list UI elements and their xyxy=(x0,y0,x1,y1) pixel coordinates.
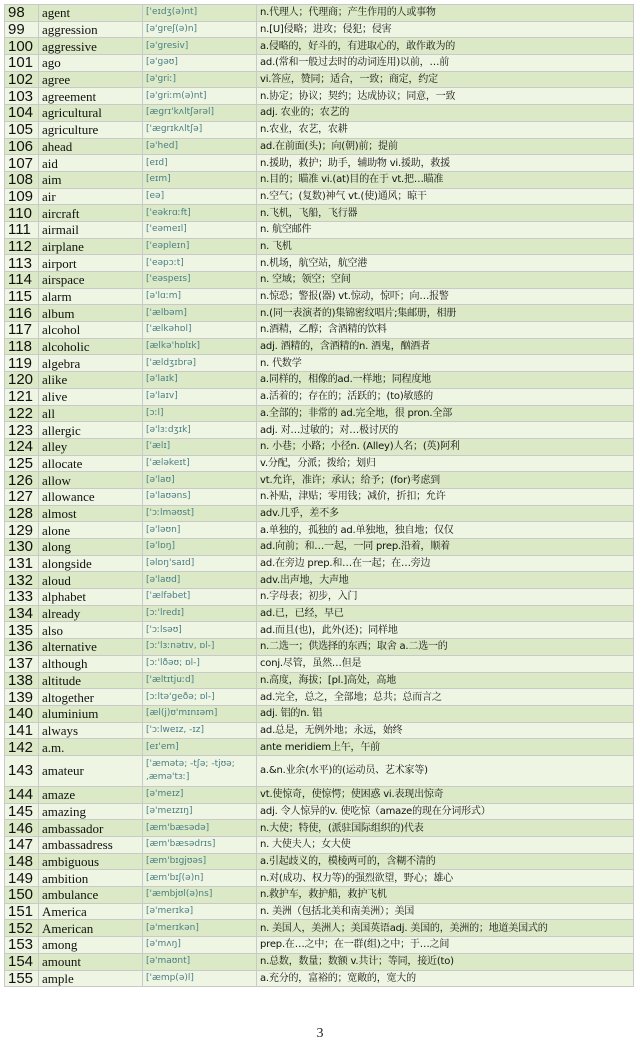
entry-word: America xyxy=(39,903,143,920)
entry-word: algebra xyxy=(39,355,143,372)
table-row xyxy=(5,903,634,920)
entry-number: 107 xyxy=(5,155,39,172)
entry-pronunciation: [ælkə'hɒlɪk] xyxy=(143,338,257,355)
entry-number: 127 xyxy=(5,488,39,505)
entry-word: allergic xyxy=(39,422,143,439)
entry-pronunciation: [ɔːl] xyxy=(143,405,257,422)
entry-number: 102 xyxy=(5,71,39,88)
entry-pronunciation: [ə'mʌŋ] xyxy=(143,937,257,954)
entry-word: altitude xyxy=(39,672,143,689)
entry-word: aim xyxy=(39,171,143,188)
entry-definition: n.代理人；代理商；产生作用的人或事物 xyxy=(257,5,634,22)
entry-definition: a.侵略的，好斗的，有进取心的，敢作敢为的 xyxy=(257,38,634,55)
entry-number: 104 xyxy=(5,105,39,122)
entry-word: ambassadress xyxy=(39,837,143,854)
table-row xyxy=(5,338,634,355)
table-row xyxy=(5,88,634,105)
entry-pronunciation: [æm'bæsədə] xyxy=(143,820,257,837)
table-row xyxy=(5,853,634,870)
entry-definition: ad.已，已经，早已 xyxy=(257,605,634,622)
table-row xyxy=(5,572,634,589)
entry-number: 149 xyxy=(5,870,39,887)
table-row xyxy=(5,505,634,522)
entry-number: 124 xyxy=(5,438,39,455)
entry-number: 130 xyxy=(5,539,39,556)
entry-number: 112 xyxy=(5,238,39,255)
table-row xyxy=(5,755,634,786)
entry-pronunciation: [æm'bɪgjʊəs] xyxy=(143,853,257,870)
table-row xyxy=(5,238,634,255)
table-row xyxy=(5,155,634,172)
entry-definition: a.单独的，孤独的 ad.单独地，独自地；仅仅 xyxy=(257,522,634,539)
entry-number: 126 xyxy=(5,472,39,489)
entry-word: almost xyxy=(39,505,143,522)
entry-number: 114 xyxy=(5,272,39,289)
vocabulary-table xyxy=(4,4,634,987)
entry-pronunciation: [eɪd] xyxy=(143,155,257,172)
entry-word: airspace xyxy=(39,272,143,289)
entry-number: 131 xyxy=(5,555,39,572)
entry-pronunciation: [ægrɪ'kʌltʃərəl] xyxy=(143,105,257,122)
table-row xyxy=(5,422,634,439)
entry-word: also xyxy=(39,622,143,639)
entry-number: 142 xyxy=(5,739,39,756)
entry-definition: v.分配，分派；拨给；划归 xyxy=(257,455,634,472)
table-row xyxy=(5,622,634,639)
entry-number: 137 xyxy=(5,655,39,672)
entry-word: agree xyxy=(39,71,143,88)
table-row xyxy=(5,272,634,289)
entry-pronunciation: [ə'gəʊ] xyxy=(143,55,257,72)
entry-word: alcohol xyxy=(39,322,143,339)
entry-word: amateur xyxy=(39,755,143,786)
entry-definition: n.[U]侵略；进攻；侵犯；侵害 xyxy=(257,21,634,38)
entry-definition: n.惊恐；警报(器) vt.惊动，惊吓；向…报警 xyxy=(257,288,634,305)
entry-word: always xyxy=(39,722,143,739)
table-row xyxy=(5,488,634,505)
table-row xyxy=(5,655,634,672)
entry-definition: n.(同一表演者的)集锦密纹唱片;集邮册，相册 xyxy=(257,305,634,322)
entry-pronunciation: [ə'merɪkən] xyxy=(143,920,257,937)
table-row xyxy=(5,355,634,372)
table-row xyxy=(5,870,634,887)
entry-number: 151 xyxy=(5,903,39,920)
entry-pronunciation: [ə'laʊəns] xyxy=(143,488,257,505)
entry-pronunciation: [ə'hed] xyxy=(143,138,257,155)
entry-pronunciation: [ɔːltə'geðə; ɒl-] xyxy=(143,689,257,706)
entry-word: allow xyxy=(39,472,143,489)
entry-word: although xyxy=(39,655,143,672)
entry-word: aid xyxy=(39,155,143,172)
table-row xyxy=(5,388,634,405)
table-row xyxy=(5,522,634,539)
entry-definition: n.补贴，津贴；零用钱；减价，折扣；允许 xyxy=(257,488,634,505)
entry-number: 140 xyxy=(5,705,39,722)
entry-pronunciation: [ə'laɪk] xyxy=(143,372,257,389)
entry-definition: a.同样的，相像的ad.一样地；同程度地 xyxy=(257,372,634,389)
entry-number: 106 xyxy=(5,138,39,155)
table-row xyxy=(5,255,634,272)
entry-definition: n.对(成功、权力等)的强烈欲望，野心；雄心 xyxy=(257,870,634,887)
entry-definition: n.目的；瞄准 vi.(at)目的在于 vt.把…瞄准 xyxy=(257,171,634,188)
table-row xyxy=(5,438,634,455)
entry-word: aloud xyxy=(39,572,143,589)
entry-pronunciation: ['æmətə; -tʃə; -tjʊə; ,æmə'tɜː] xyxy=(143,755,257,786)
entry-definition: prep.在…之中；在一群(组)之中；于…之间 xyxy=(257,937,634,954)
entry-definition: n.字母表；初步，入门 xyxy=(257,589,634,606)
entry-word: ample xyxy=(39,970,143,987)
entry-number: 120 xyxy=(5,372,39,389)
entry-word: ambassador xyxy=(39,820,143,837)
entry-definition: n.农业，农艺，农耕 xyxy=(257,121,634,138)
entry-word: alongside xyxy=(39,555,143,572)
entry-number: 128 xyxy=(5,505,39,522)
entry-definition: adv.几乎，差不多 xyxy=(257,505,634,522)
entry-pronunciation: ['ælfəbet] xyxy=(143,589,257,606)
entry-definition: n.机场，航空站，航空港 xyxy=(257,255,634,272)
entry-pronunciation: ['eəspeɪs] xyxy=(143,272,257,289)
entry-word: airplane xyxy=(39,238,143,255)
entry-pronunciation: [ə'meɪz] xyxy=(143,786,257,803)
table-row xyxy=(5,405,634,422)
table-row xyxy=(5,803,634,820)
entry-definition: n. 美国人，美洲人；美国英语adj. 美国的，美洲的；地道美国式的 xyxy=(257,920,634,937)
table-row xyxy=(5,305,634,322)
entry-pronunciation: [ɔː'lredɪ] xyxy=(143,605,257,622)
entry-pronunciation: ['æləkeɪt] xyxy=(143,455,257,472)
entry-word: altogether xyxy=(39,689,143,706)
entry-word: ambulance xyxy=(39,887,143,904)
entry-word: alarm xyxy=(39,288,143,305)
entry-word: American xyxy=(39,920,143,937)
entry-definition: adv.出声地，大声地 xyxy=(257,572,634,589)
entry-pronunciation: [ə'merɪkə] xyxy=(143,903,257,920)
entry-word: agricultural xyxy=(39,105,143,122)
entry-pronunciation: [æm'bɪʃ(ə)n] xyxy=(143,870,257,887)
table-row xyxy=(5,221,634,238)
entry-number: 134 xyxy=(5,605,39,622)
table-row xyxy=(5,820,634,837)
entry-number: 109 xyxy=(5,188,39,205)
entry-number: 150 xyxy=(5,887,39,904)
entry-number: 100 xyxy=(5,38,39,55)
entry-definition: a.&n.业余(水平)的(运动员、艺术家等) xyxy=(257,755,634,786)
entry-word: alternative xyxy=(39,639,143,656)
entry-definition: n.高度，海拔；[pl.]高处，高地 xyxy=(257,672,634,689)
entry-pronunciation: ['eəpɔːt] xyxy=(143,255,257,272)
entry-number: 99 xyxy=(5,21,39,38)
entry-definition: vt.使惊奇，使惊愕；使困惑 vi.表现出惊奇 xyxy=(257,786,634,803)
entry-number: 135 xyxy=(5,622,39,639)
entry-number: 101 xyxy=(5,55,39,72)
entry-pronunciation: [æl(j)ʊ'mɪnɪəm] xyxy=(143,705,257,722)
entry-number: 133 xyxy=(5,589,39,606)
entry-number: 139 xyxy=(5,689,39,706)
entry-pronunciation: [ə'griːm(ə)nt] xyxy=(143,88,257,105)
table-row xyxy=(5,937,634,954)
entry-definition: n.大使；特使，(派驻国际组织的)代表 xyxy=(257,820,634,837)
entry-word: among xyxy=(39,937,143,954)
entry-pronunciation: ['ægrɪkʌltʃə] xyxy=(143,121,257,138)
entry-number: 105 xyxy=(5,121,39,138)
entry-pronunciation: ['ɔːlsəʊ] xyxy=(143,622,257,639)
entry-number: 138 xyxy=(5,672,39,689)
table-row xyxy=(5,539,634,556)
entry-number: 119 xyxy=(5,355,39,372)
entry-definition: a.活着的；存在的；活跃的；(to)敏感的 xyxy=(257,388,634,405)
entry-number: 152 xyxy=(5,920,39,937)
entry-pronunciation: ['æmbjʊl(ə)ns] xyxy=(143,887,257,904)
entry-definition: conj.尽管，虽然…但是 xyxy=(257,655,634,672)
entry-pronunciation: [æm'bæsədrɪs] xyxy=(143,837,257,854)
entry-number: 110 xyxy=(5,205,39,222)
entry-pronunciation: [ə'laʊd] xyxy=(143,572,257,589)
entry-number: 108 xyxy=(5,171,39,188)
entry-definition: adj. 铝的n. 铝 xyxy=(257,705,634,722)
entry-definition: n. 美洲（包括北美和南美洲）；美国 xyxy=(257,903,634,920)
entry-pronunciation: ['eəpleɪn] xyxy=(143,238,257,255)
entry-pronunciation: [ɔː'lðəʊ; ɒl-] xyxy=(143,655,257,672)
entry-word: amount xyxy=(39,953,143,970)
entry-number: 111 xyxy=(5,221,39,238)
table-row xyxy=(5,205,634,222)
entry-word: aggression xyxy=(39,21,143,38)
entry-pronunciation: [əlɒŋ'saɪd] xyxy=(143,555,257,572)
table-row xyxy=(5,188,634,205)
entry-word: air xyxy=(39,188,143,205)
entry-number: 136 xyxy=(5,639,39,656)
entry-pronunciation: [eə] xyxy=(143,188,257,205)
entry-pronunciation: ['ælkəhɒl] xyxy=(143,322,257,339)
entry-number: 144 xyxy=(5,786,39,803)
entry-number: 154 xyxy=(5,953,39,970)
entry-definition: ad.在旁边 prep.和…在一起；在…旁边 xyxy=(257,555,634,572)
table-row xyxy=(5,722,634,739)
entry-number: 148 xyxy=(5,853,39,870)
entry-pronunciation: [eɪm] xyxy=(143,171,257,188)
entry-pronunciation: [ə'ləʊn] xyxy=(143,522,257,539)
entry-definition: ad.在前面(头)；向(朝)前；提前 xyxy=(257,138,634,155)
table-row xyxy=(5,5,634,22)
page-number: 3 xyxy=(316,1026,324,1041)
entry-definition: ad.总是，无例外地；永远，始终 xyxy=(257,722,634,739)
table-row xyxy=(5,472,634,489)
entry-pronunciation: ['ældʒɪbrə] xyxy=(143,355,257,372)
entry-pronunciation: [ə'laɪv] xyxy=(143,388,257,405)
entry-definition: adj. 农业的；农艺的 xyxy=(257,105,634,122)
entry-definition: n.酒精，乙醇；含酒精的饮料 xyxy=(257,322,634,339)
entry-definition: n.总数，数量；数额 v.共计；等同，接近(to) xyxy=(257,953,634,970)
entry-definition: ad.(常和一般过去时的动词连用)以前，…前 xyxy=(257,55,634,72)
entry-word: airport xyxy=(39,255,143,272)
table-row xyxy=(5,71,634,88)
table-row xyxy=(5,705,634,722)
table-row xyxy=(5,672,634,689)
entry-pronunciation: ['ɔːlməʊst] xyxy=(143,505,257,522)
entry-pronunciation: [ə'lɜːdʒɪk] xyxy=(143,422,257,439)
entry-pronunciation: [ə'greʃ(ə)n] xyxy=(143,21,257,38)
entry-word: agriculture xyxy=(39,121,143,138)
entry-word: alike xyxy=(39,372,143,389)
entry-definition: ante meridiem上午，午前 xyxy=(257,739,634,756)
entry-pronunciation: ['ɔːlweɪz, -ɪz] xyxy=(143,722,257,739)
vocabulary-table-body xyxy=(5,5,634,987)
table-row xyxy=(5,288,634,305)
entry-definition: n. 小巷；小路；小径n. (Alley)人名；(英)阿利 xyxy=(257,438,634,455)
table-row xyxy=(5,953,634,970)
entry-definition: n. 空域；领空；空间 xyxy=(257,272,634,289)
entry-pronunciation: [ə'maʊnt] xyxy=(143,953,257,970)
entry-number: 146 xyxy=(5,820,39,837)
entry-definition: ad.向前；和…一起，一同 prep.沿着，顺着 xyxy=(257,539,634,556)
entry-number: 125 xyxy=(5,455,39,472)
entry-word: alone xyxy=(39,522,143,539)
entry-definition: n. 飞机 xyxy=(257,238,634,255)
entry-number: 113 xyxy=(5,255,39,272)
entry-number: 118 xyxy=(5,338,39,355)
entry-pronunciation: [eɪ'em] xyxy=(143,739,257,756)
entry-definition: a.充分的，富裕的；宽敞的，宽大的 xyxy=(257,970,634,987)
entry-word: agreement xyxy=(39,88,143,105)
entry-number: 132 xyxy=(5,572,39,589)
entry-pronunciation: ['eɪdʒ(ə)nt] xyxy=(143,5,257,22)
entry-number: 145 xyxy=(5,803,39,820)
entry-number: 117 xyxy=(5,322,39,339)
entry-word: ambiguous xyxy=(39,853,143,870)
entry-definition: n. 代数学 xyxy=(257,355,634,372)
entry-pronunciation: ['ælɪ] xyxy=(143,438,257,455)
entry-pronunciation: [ɔː'lɜːnətɪv, ɒl-] xyxy=(143,639,257,656)
table-row xyxy=(5,970,634,987)
entry-pronunciation: [ə'griː] xyxy=(143,71,257,88)
table-row xyxy=(5,21,634,38)
entry-word: agent xyxy=(39,5,143,22)
entry-number: 141 xyxy=(5,722,39,739)
entry-number: 115 xyxy=(5,288,39,305)
entry-number: 143 xyxy=(5,755,39,786)
entry-pronunciation: ['æltɪtjuːd] xyxy=(143,672,257,689)
entry-pronunciation: [ə'meɪzɪŋ] xyxy=(143,803,257,820)
table-row xyxy=(5,138,634,155)
table-row xyxy=(5,171,634,188)
entry-word: ambition xyxy=(39,870,143,887)
table-row xyxy=(5,589,634,606)
entry-word: aggressive xyxy=(39,38,143,55)
entry-definition: ad.而且(也)，此外(还)；同样地 xyxy=(257,622,634,639)
entry-definition: n. 航空邮件 xyxy=(257,221,634,238)
entry-number: 129 xyxy=(5,522,39,539)
entry-pronunciation: ['eəmeɪl] xyxy=(143,221,257,238)
entry-definition: adj. 对…过敏的；对…极讨厌的 xyxy=(257,422,634,439)
entry-word: already xyxy=(39,605,143,622)
table-row xyxy=(5,786,634,803)
entry-word: allocate xyxy=(39,455,143,472)
entry-pronunciation: [ə'gresiv] xyxy=(143,38,257,55)
entry-word: a.m. xyxy=(39,739,143,756)
entry-pronunciation: ['ælbəm] xyxy=(143,305,257,322)
table-row xyxy=(5,121,634,138)
entry-number: 98 xyxy=(5,5,39,22)
table-row xyxy=(5,55,634,72)
entry-word: along xyxy=(39,539,143,556)
entry-word: alive xyxy=(39,388,143,405)
entry-definition: adj. 令人惊异的v. 使吃惊（amaze的现在分词形式） xyxy=(257,803,634,820)
entry-number: 147 xyxy=(5,837,39,854)
entry-number: 123 xyxy=(5,422,39,439)
entry-pronunciation: [ə'lɒŋ] xyxy=(143,539,257,556)
table-row xyxy=(5,105,634,122)
entry-definition: n.飞机，飞船，飞行器 xyxy=(257,205,634,222)
table-row xyxy=(5,322,634,339)
entry-pronunciation: ['eəkrɑːft] xyxy=(143,205,257,222)
entry-word: album xyxy=(39,305,143,322)
table-row xyxy=(5,887,634,904)
entry-word: alley xyxy=(39,438,143,455)
entry-pronunciation: [ə'laʊ] xyxy=(143,472,257,489)
entry-definition: n.二选一；供选择的东西；取舍 a.二选一的 xyxy=(257,639,634,656)
entry-word: all xyxy=(39,405,143,422)
table-row xyxy=(5,639,634,656)
entry-word: aircraft xyxy=(39,205,143,222)
entry-definition: a.引起歧义的，模棱两可的，含糊不清的 xyxy=(257,853,634,870)
entry-definition: n. 大使夫人；女大使 xyxy=(257,837,634,854)
entry-word: ahead xyxy=(39,138,143,155)
entry-definition: n.援助，救护；助手，辅助物 vi.援助，救援 xyxy=(257,155,634,172)
entry-definition: n.协定；协议；契约；达成协议；同意，一致 xyxy=(257,88,634,105)
entry-number: 122 xyxy=(5,405,39,422)
table-row xyxy=(5,555,634,572)
entry-word: amazing xyxy=(39,803,143,820)
entry-definition: vt.允许，准许；承认；给予；(for)考虑到 xyxy=(257,472,634,489)
table-row xyxy=(5,739,634,756)
entry-word: allowance xyxy=(39,488,143,505)
entry-definition: ad.完全，总之，全部地；总共；总而言之 xyxy=(257,689,634,706)
table-row xyxy=(5,455,634,472)
table-row xyxy=(5,38,634,55)
entry-number: 121 xyxy=(5,388,39,405)
entry-word: ago xyxy=(39,55,143,72)
entry-definition: n.空气；(复数)神气 vt.(使)通风；晾干 xyxy=(257,188,634,205)
entry-definition: a.全部的；非常的 ad.完全地，很 pron.全部 xyxy=(257,405,634,422)
table-row xyxy=(5,920,634,937)
entry-definition: vi.答应，赞同；适合，一致；商定，约定 xyxy=(257,71,634,88)
table-row xyxy=(5,837,634,854)
entry-word: airmail xyxy=(39,221,143,238)
entry-pronunciation: [ə'lɑːm] xyxy=(143,288,257,305)
entry-definition: adj. 酒精的，含酒精的n. 酒鬼，酗酒者 xyxy=(257,338,634,355)
entry-word: alphabet xyxy=(39,589,143,606)
entry-number: 116 xyxy=(5,305,39,322)
entry-number: 153 xyxy=(5,937,39,954)
entry-number: 155 xyxy=(5,970,39,987)
entry-number: 103 xyxy=(5,88,39,105)
entry-word: aluminium xyxy=(39,705,143,722)
table-row xyxy=(5,605,634,622)
entry-word: alcoholic xyxy=(39,338,143,355)
table-row xyxy=(5,372,634,389)
table-row xyxy=(5,689,634,706)
entry-definition: n.救护车，救护船，救护飞机 xyxy=(257,887,634,904)
entry-pronunciation: ['æmp(ə)l] xyxy=(143,970,257,987)
entry-word: amaze xyxy=(39,786,143,803)
